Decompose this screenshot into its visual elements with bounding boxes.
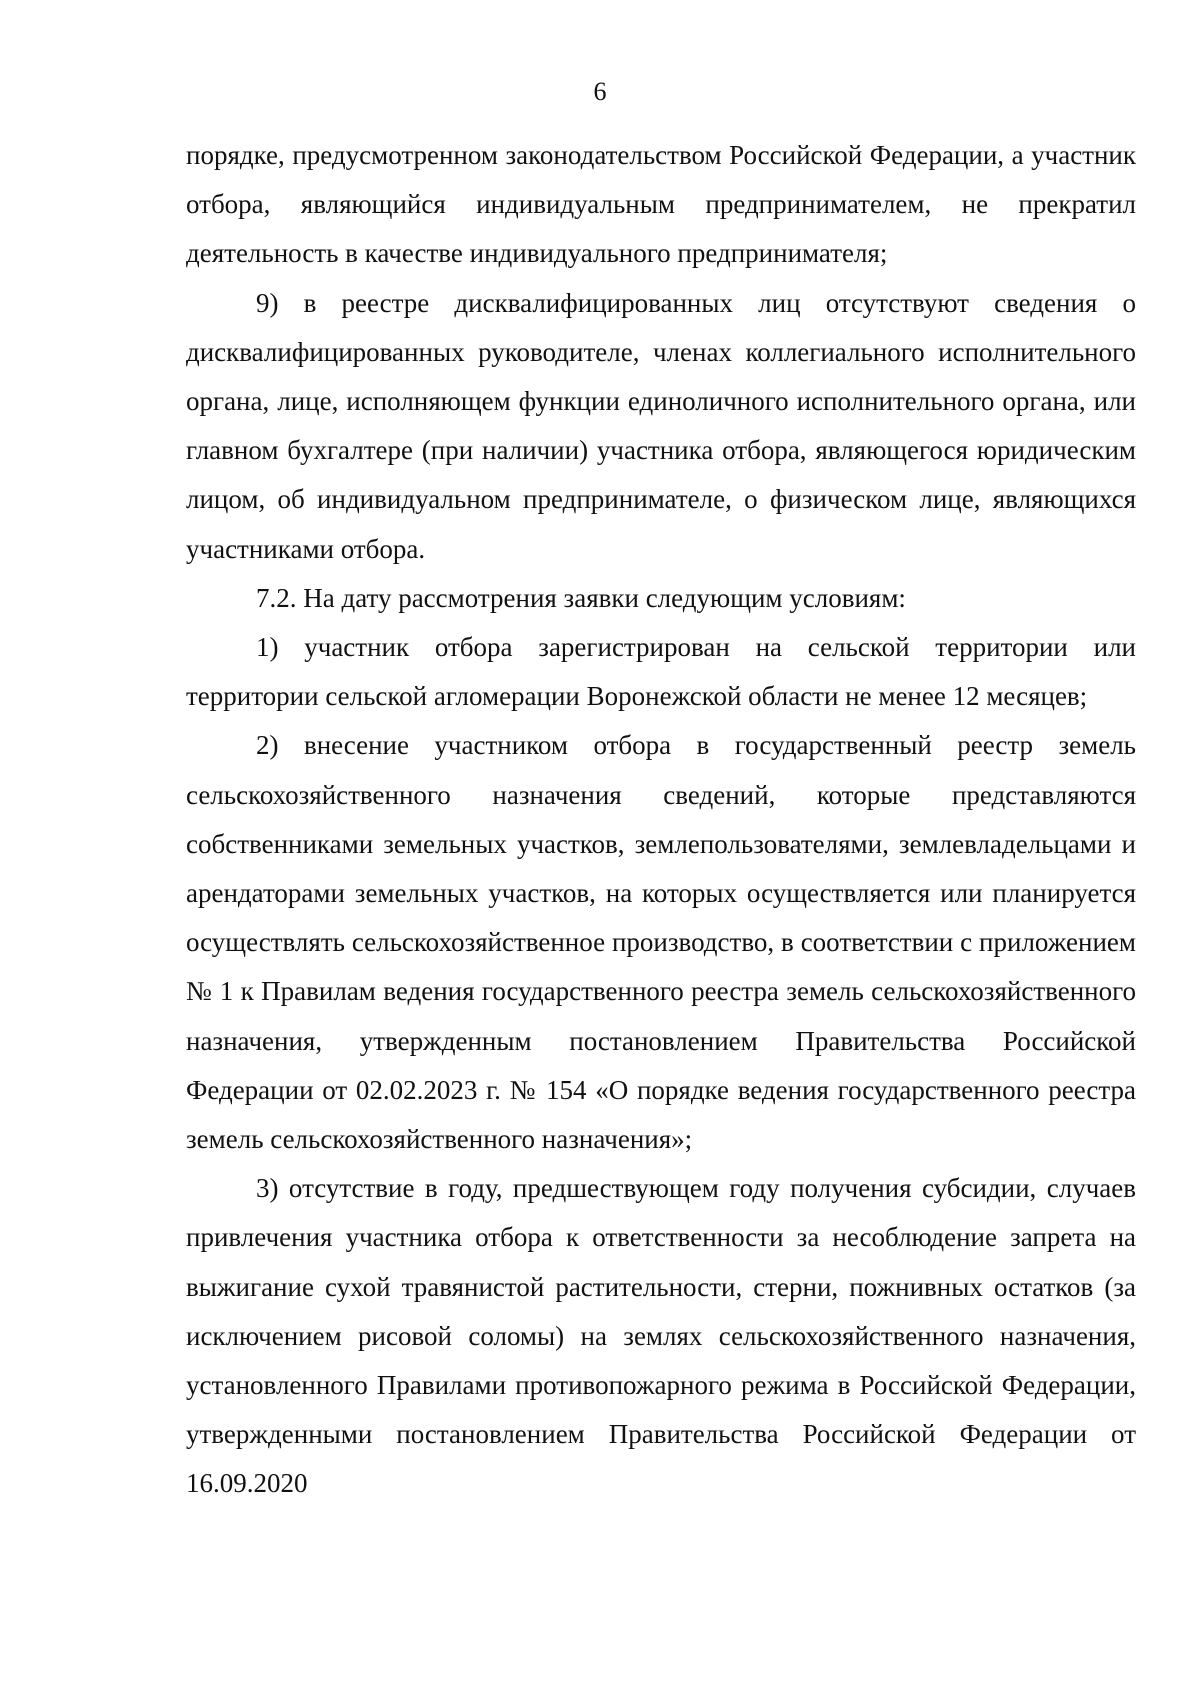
- paragraph-section-7-2: 7.2. На дату рассмотрения заявки следующим условиям:: [256, 582, 906, 613]
- page-number: 6: [593, 77, 607, 106]
- paragraph-continuation: порядке, предусмотренном законодательством Российской Федерации, а участник отбора, являющийся индивидуальным предпринимателем, не прекратил деятельность в качестве индивидуального предпринимателя;: [186, 140, 1136, 269]
- paragraph-item-1: 1) участник отбора зарегистрирован на сельской территории или территории сельской агломерации Воронежской области не менее 12 месяцев;: [186, 632, 1136, 712]
- paragraph-item-2: 2) внесение участником отбора в государственный реестр земель сельскохозяйственного назначения сведений, которые представляются собственниками земельных участков, землепользователями, землевладельцами и арендаторами земельных участков, на которых осуществляется или планируется осуществлять сельскохозяйственное производство, в соответствии с приложением № 1 к Правилам ведения государственного реестра земель сельскохозяйственного назначения, утвержденным постановлением Правительства Российской Федерации от 02.02.2023 г. № 154 «О порядке ведения государственного реестра земель сельскохозяйственного назначения»;: [186, 730, 1136, 1155]
- document-body: [186, 131, 1136, 1509]
- paragraph-item-9: 9) в реестре дисквалифицированных лиц отсутствуют сведения о дисквалифицированных руководителе, членах коллегиального исполнительного органа, лице, исполняющем функции единоличного исполнительного органа, или главном бухгалтере (при наличии) участника отбора, являющегося юридическим лицом, об индивидуальном предпринимателе, о физическом лице, являющихся участниками отбора.: [186, 287, 1136, 564]
- paragraph-item-3: 3) отсутствие в году, предшествующем году получения субсидии, случаев привлечения участника отбора к ответственности за несоблюдение запрета на выжигание сухой травянистой растительности, стерни, пожнивных остатков (за исключением рисовой соломы) на землях сельскохозяйственного назначения, установленного Правилами противопожарного режима в Российской Федерации, утвержденными постановлением Правительства Российской Федерации от 16.09.2020: [186, 1173, 1136, 1499]
